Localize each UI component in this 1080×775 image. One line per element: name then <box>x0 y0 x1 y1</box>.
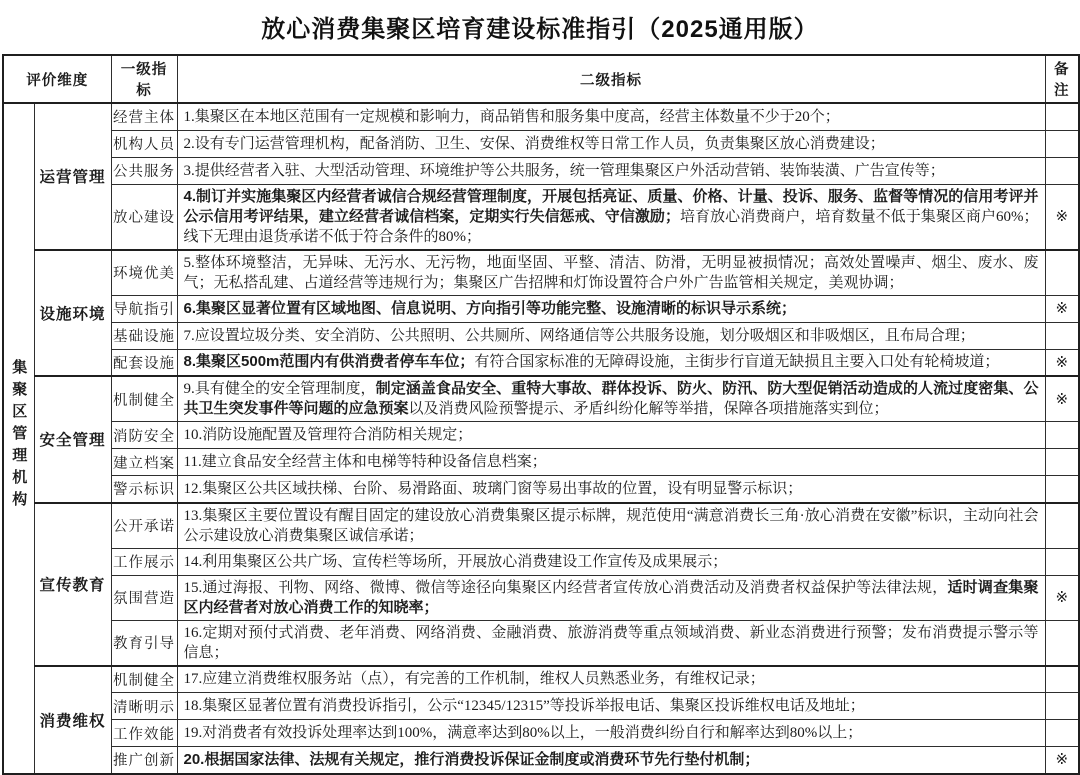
table-row <box>3 503 1079 549</box>
indicator-cell: 机构人员 <box>111 130 177 157</box>
detail-text: 17.应建立消费维权服务站（点），有完善的工作机制，维权人员熟悉业务，有维权记录； <box>183 671 765 688</box>
detail-cell <box>177 157 1045 184</box>
table-row <box>3 349 1079 376</box>
indicator-cell: 公共服务 <box>111 157 177 184</box>
table-row <box>3 103 1079 130</box>
detail-cell <box>177 575 1045 620</box>
indicator-cell: 经营主体 <box>111 103 177 130</box>
remark-cell <box>1045 693 1079 720</box>
detail-text-bold: 适时调查集聚区内经营者对放心消费工作的知晓率； <box>183 578 1039 616</box>
header-dimension: 评价维度 <box>3 55 111 103</box>
indicator-cell: 清晰明示 <box>111 693 177 720</box>
detail-text: 13.集聚区主要位置设有醒目固定的建设放心消费集聚区提示标牌，规范使用“满意消费长三角·放心消费在安徽”标识，主动向社会公示建设放心消费集聚区诚信承诺； <box>183 507 1039 544</box>
table-row <box>3 422 1079 449</box>
table-row <box>3 449 1079 476</box>
remark-cell <box>1045 157 1079 184</box>
remark-cell <box>1045 322 1079 349</box>
indicator-cell: 基础设施 <box>111 322 177 349</box>
remark-cell <box>1045 476 1079 503</box>
group-cell: 运营管理 <box>34 103 111 250</box>
detail-cell <box>177 322 1045 349</box>
detail-cell <box>177 422 1045 449</box>
table-row <box>3 747 1079 774</box>
table-row <box>3 376 1079 422</box>
indicator-cell: 工作展示 <box>111 548 177 575</box>
detail-text-bold: 20.根据国家法律、法规有关规定，推行消费投诉保证金制度或消费环节先行垫付机制； <box>183 750 760 768</box>
indicator-cell: 公开承诺 <box>111 503 177 549</box>
remark-cell: ※ <box>1045 184 1079 250</box>
indicator-cell: 配套设施 <box>111 349 177 376</box>
remark-cell <box>1045 548 1079 575</box>
table-row <box>3 666 1079 693</box>
dimension-label: 集聚区管理机构 <box>10 358 27 513</box>
indicator-cell: 氛围营造 <box>111 575 177 620</box>
detail-text: 7.应设置垃圾分类、安全消防、公共照明、公共厕所、网络通信等公共服务设施，划分吸烟区和非吸烟区，且布局合理； <box>183 327 975 344</box>
detail-cell <box>177 747 1045 774</box>
detail-text-bold: 8.集聚区500m范围内有供消费者停车车位； <box>183 353 475 371</box>
detail-cell <box>177 503 1045 549</box>
detail-text-bold: 6.集聚区显著位置有区域地图、信息说明、方向指引等功能完整、设施清晰的标识导示系统； <box>183 299 797 317</box>
indicator-cell: 环境优美 <box>111 250 177 296</box>
detail-text: 15.通过海报、刊物、网络、微博、微信等途径向集聚区内经营者宣传放心消费活动及消费者权益保护等法律法规， <box>183 579 948 596</box>
detail-text-bold: 4.制订并实施集聚区内经营者诚信合规经营管理制度，开展包括亮证、质量、价格、计量、投诉、服务、监督等情况的信用考评并公示信用考评结果，建立经营者诚信档案，定期实行失信惩戒、守信激励； <box>183 187 1039 225</box>
remark-cell <box>1045 130 1079 157</box>
remark-cell: ※ <box>1045 295 1079 322</box>
detail-text: 19.对消费者有效投诉处理率达到100%，满意率达到80%以上，一般消费纠纷自行和解率达到80%以上； <box>183 725 863 741</box>
detail-text: 18.集聚区显著位置有消费投诉指引，公示“12345/12315”等投诉举报电话、集聚区投诉维权电话及地址； <box>183 698 865 714</box>
indicator-cell: 导航指引 <box>111 295 177 322</box>
detail-text: 16.定期对预付式消费、老年消费、网络消费、金融消费、旅游消费等重点领域消费、新业态消费进行预警；发布消费提示警示等信息； <box>183 624 1039 661</box>
table-row <box>3 157 1079 184</box>
header-level1-indicator: 一级指标 <box>111 55 177 103</box>
remark-cell <box>1045 449 1079 476</box>
remark-cell <box>1045 720 1079 747</box>
remark-cell: ※ <box>1045 575 1079 620</box>
indicator-cell: 建立档案 <box>111 449 177 476</box>
table-row <box>3 250 1079 296</box>
detail-cell <box>177 620 1045 666</box>
indicator-cell: 消防安全 <box>111 422 177 449</box>
indicator-cell: 教育引导 <box>111 620 177 666</box>
remark-cell <box>1045 422 1079 449</box>
table-row <box>3 620 1079 666</box>
indicator-cell: 机制健全 <box>111 376 177 422</box>
detail-text: 5.整体环境整洁，无异味、无污水、无污物，地面坚固、平整、清洁、防滑，无明显被损情况；高效处置噪声、烟尘、废水、废气；无私搭乱建、占道经营等违规行为；集聚区广告招牌和灯饰设置符合户外广告监管相关规定，美观协调； <box>183 254 1039 291</box>
detail-cell <box>177 720 1045 747</box>
header-row <box>3 55 1079 103</box>
remark-cell: ※ <box>1045 376 1079 422</box>
remark-cell <box>1045 103 1079 130</box>
indicator-cell: 放心建设 <box>111 184 177 250</box>
remark-cell <box>1045 250 1079 296</box>
table-row <box>3 184 1079 250</box>
group-cell: 消费维权 <box>34 666 111 774</box>
detail-cell <box>177 548 1045 575</box>
detail-text: 14.利用集聚区公共广场、宣传栏等场所，开展放心消费建设工作宣传及成果展示； <box>183 553 728 570</box>
remark-cell <box>1045 620 1079 666</box>
table-row <box>3 476 1079 503</box>
detail-cell <box>177 693 1045 720</box>
detail-text: 有符合国家标准的无障碍设施，主街步行盲道无缺损且主要入口处有轮椅坡道； <box>474 354 1000 371</box>
detail-text: 培育放心消费商户，培育数量不低于集聚区商户60%；线下无理由退货承诺不低于符合条件的80%； <box>183 208 1039 245</box>
detail-cell <box>177 103 1045 130</box>
detail-cell <box>177 130 1045 157</box>
indicator-cell: 机制健全 <box>111 666 177 693</box>
remark-cell <box>1045 503 1079 549</box>
detail-text: 12.集聚区公共区域扶梯、台阶、易滑路面、玻璃门窗等易出事故的位置，设有明显警示标识； <box>183 480 803 497</box>
table-row <box>3 720 1079 747</box>
detail-text: 1.集聚区在本地区范围有一定规模和影响力，商品销售和服务集中度高，经营主体数量不少于20个； <box>183 108 840 125</box>
detail-cell <box>177 476 1045 503</box>
indicator-cell: 警示标识 <box>111 476 177 503</box>
detail-cell <box>177 295 1045 322</box>
table-body <box>3 103 1079 774</box>
detail-cell <box>177 250 1045 296</box>
detail-cell <box>177 349 1045 376</box>
dimension-cell <box>3 103 34 774</box>
table-row <box>3 322 1079 349</box>
detail-text: 3.提供经营者入驻、大型活动管理、环境维护等公共服务，统一管理集聚区户外活动营销、装饰装潢、广告宣传等； <box>183 162 945 179</box>
page-title: 放心消费集聚区培育建设标准指引（2025通用版） <box>261 16 819 43</box>
header-remark: 备注 <box>1045 55 1079 103</box>
detail-cell <box>177 376 1045 422</box>
remark-cell: ※ <box>1045 349 1079 376</box>
detail-text: 2.设有专门运营管理机构，配备消防、卫生、安保、消费维权等日常工作人员，负责集聚区放心消费建设； <box>183 135 885 152</box>
detail-text: 10.消防设施配置及管理符合消防相关规定； <box>183 427 473 443</box>
detail-text: 9.具有健全的安全管理制度， <box>183 381 376 397</box>
detail-cell <box>177 449 1045 476</box>
table-row <box>3 295 1079 322</box>
table-row <box>3 575 1079 620</box>
table-row <box>3 548 1079 575</box>
table-row <box>3 130 1079 157</box>
group-cell: 安全管理 <box>34 376 111 503</box>
remark-cell: ※ <box>1045 747 1079 774</box>
table-row <box>3 693 1079 720</box>
indicator-cell: 推广创新 <box>111 747 177 774</box>
detail-cell <box>177 184 1045 250</box>
standards-table <box>2 54 1080 775</box>
group-cell: 宣传教育 <box>34 503 111 666</box>
header-level2-indicator: 二级指标 <box>177 55 1045 103</box>
detail-text: 11.建立食品安全经营主体和电梯等特种设备信息档案； <box>183 454 547 470</box>
detail-text-bold: 制定涵盖食品安全、重特大事故、群体投诉、防火、防汛、防大型促销活动造成的人流过度密集、公共卫生突发事件等问题的应急预案 <box>183 380 1039 417</box>
indicator-cell: 工作效能 <box>111 720 177 747</box>
detail-cell <box>177 666 1045 693</box>
remark-cell <box>1045 666 1079 693</box>
detail-text: 以及消费风险预警提示、矛盾纠纷化解等举措，保障各项措施落实到位； <box>408 401 889 417</box>
group-cell: 设施环境 <box>34 250 111 377</box>
